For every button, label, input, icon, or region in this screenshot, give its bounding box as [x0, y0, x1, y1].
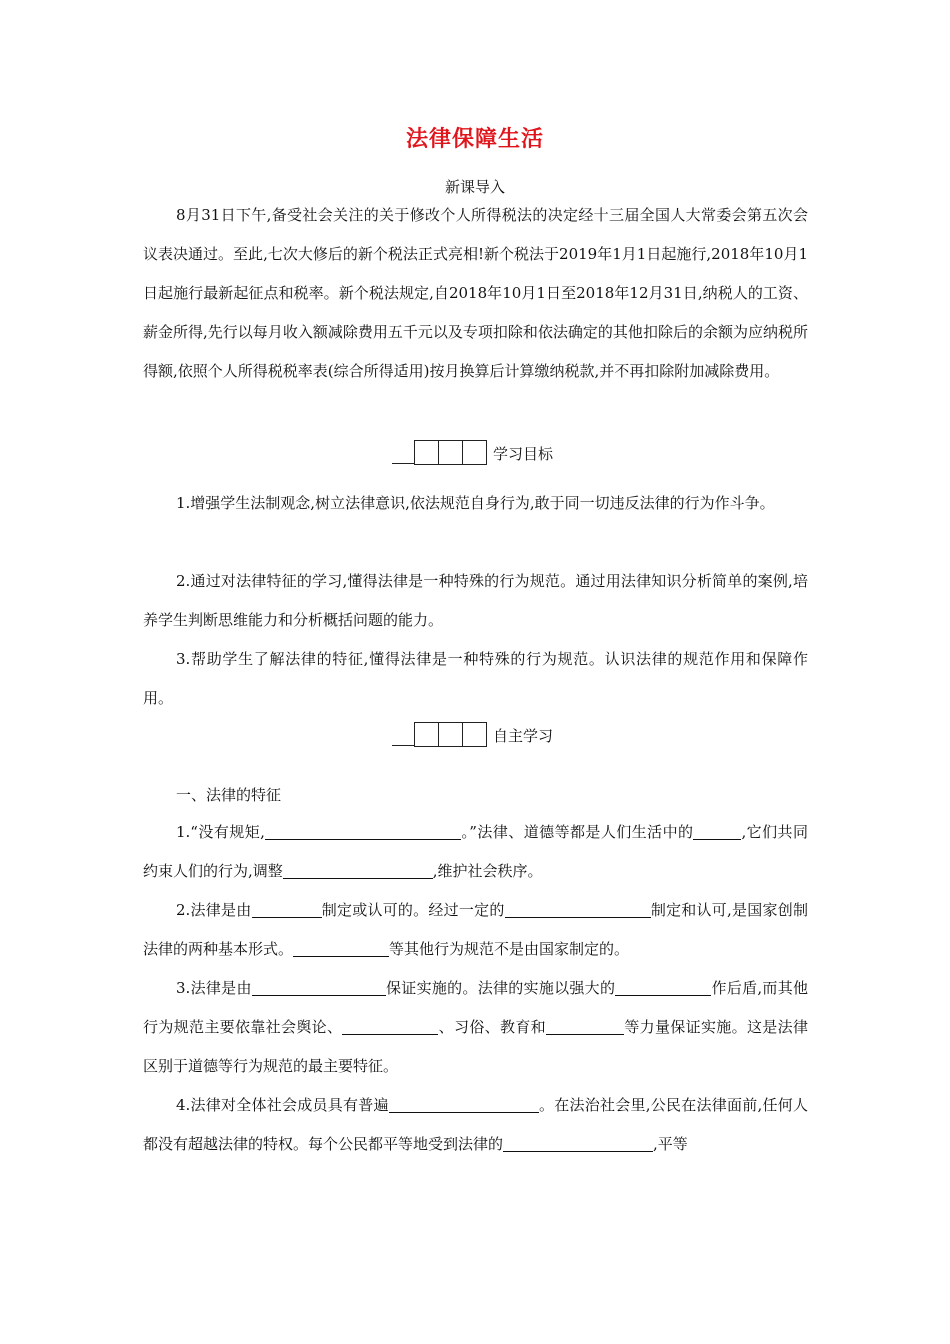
- heading-box-decoration: [393, 722, 487, 747]
- self-study-heading-label: 自主学习: [493, 727, 554, 745]
- answer-blank[interactable]: [503, 1136, 653, 1152]
- page-title: 法律保障生活: [405, 127, 544, 152]
- question-2: 2.法律是由 制定或认可的。经过一定的 制定和认可,是国家创制法律的两种基本形式。 等其他行为规范不是由国家制定的。: [143, 901, 808, 958]
- answer-blank[interactable]: [293, 941, 389, 957]
- goals-section-heading: [0, 440, 950, 466]
- intro-heading: 新课导入: [444, 178, 505, 196]
- question-4: 4.法律对全体社会成员具有普遍 。在法治社会里,公民在法律面前,任何人都没有超越法律的特权。每个公民都平等地受到法律的 ,平等: [143, 1096, 808, 1153]
- answer-blank[interactable]: [693, 824, 741, 840]
- answer-blank[interactable]: [389, 1097, 539, 1113]
- answer-blank[interactable]: [505, 902, 651, 918]
- heading-box-decoration: [393, 440, 487, 465]
- goals-heading-label: 学习目标: [493, 445, 554, 463]
- question-1: 1.“没有规矩, 。”法律、道德等都是人们生活中的 ,它们共同约束人们的行为,调整 ,维护社会秩序。: [143, 823, 808, 880]
- self-study-section-heading: [0, 722, 950, 748]
- answer-blank[interactable]: [252, 902, 322, 918]
- question-3: 3.法律是由 保证实施的。法律的实施以强大的 作后盾,而其他行为规范主要依靠社会舆论、 、习俗、教育和 等力量保证实施。这是法律区别于道德等行为规范的最主要特征。: [143, 979, 808, 1075]
- section-title: 一、法律的特征: [176, 786, 282, 804]
- intro-paragraph: 8月31日下午,备受社会关注的关于修改个人所得税法的决定经十三届全国人大常委会第五次会议表决通过。至此,七次大修后的新个税法正式亮相!新个税法于2019年1月1日起施行,2018年10月1日起施行最新起征点和税率。新个税法规定,自2018年10月1日至2018年12月31日,纳税人的工资、薪金所得,先行以每月收入额减除费用五千元以及专项扣除和依法确定的其他扣除后的余额为应纳税所得额,依照个人所得税税率表(综合所得适用)按月换算后计算缴纳税款,并不再扣除附加减除费用。: [143, 206, 808, 380]
- answer-blank[interactable]: [283, 863, 433, 879]
- answer-blank[interactable]: [342, 1019, 438, 1035]
- answer-blank[interactable]: [546, 1019, 624, 1035]
- answer-blank[interactable]: [615, 980, 711, 996]
- answer-blank[interactable]: [265, 824, 461, 840]
- goal-item: 2.通过对法律特征的学习,懂得法律是一种特殊的行为规范。通过用法律知识分析简单的案例,培养学生判断思维能力和分析概括问题的能力。: [143, 572, 808, 629]
- goal-item: 3.帮助学生了解法律的特征,懂得法律是一种特殊的行为规范。认识法律的规范作用和保障作用。: [143, 650, 808, 707]
- answer-blank[interactable]: [252, 980, 386, 996]
- goal-item: 1.增强学生法制观念,树立法律意识,依法规范自身行为,敢于同一切违反法律的行为作斗争。: [176, 494, 775, 512]
